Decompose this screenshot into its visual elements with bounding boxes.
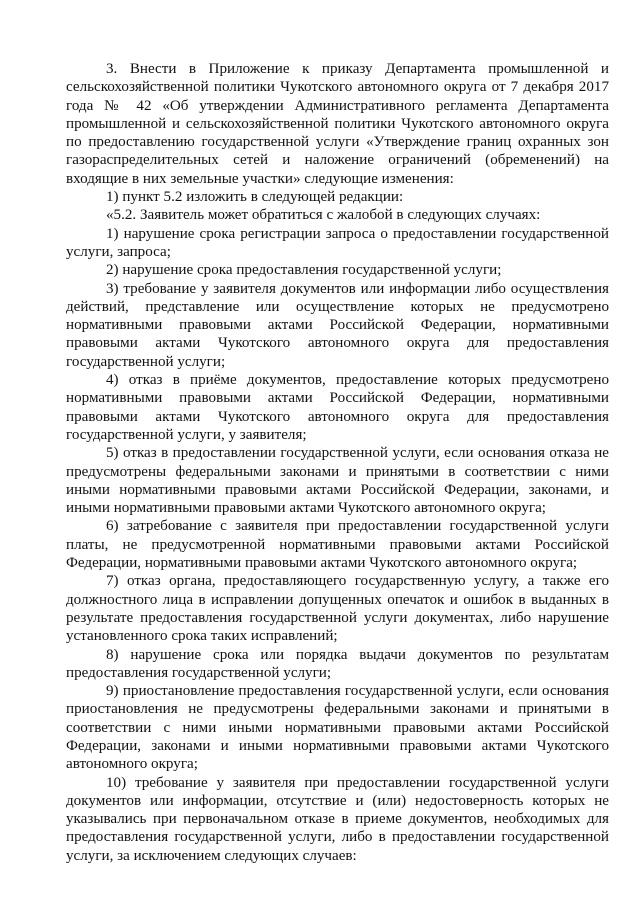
list-item-7: 7) отказ органа, предоставляющего государственную услугу, а также его должностного лица в исправлении допущенных опечаток и ошибок в выданных в результате предоставления государственной услуги документах, либо нарушение установленного срока таких исправлений; (66, 573, 609, 645)
paragraph-item-3-amendment: 3. Внести в Приложение к приказу Департамента промышленной и сельскохозяйственной политики Чукотского автономного округа от 7 декабря 2017 года № 42 «Об утверждении Административного регламента Департамента промышленной и сельскохозяйственной политики Чукотского автономного округа по предоставлению государственной услуги «Утверждение границ охранных зон газораспределительных сетей и наложение ограничений (обременений) на входящие в них земельные участки» следующие изменения: (66, 61, 609, 187)
list-item-6: 6) затребование с заявителя при предоставлении государственной услуги платы, не предусмотренной нормативными правовыми актами Российской Федерации, нормативными правовыми актами Чукотского автономного округа; (66, 518, 609, 572)
list-item-8: 8) нарушение срока или порядка выдачи документов по результатам предоставления государственной услуги; (66, 646, 609, 681)
list-item-2: 2) нарушение срока предоставления государственной услуги; (106, 262, 502, 279)
paragraph-clause-5-2: «5.2. Заявитель может обратиться с жалобой в следующих случаях: (106, 207, 541, 224)
paragraph-subitem-1: 1) пункт 5.2 изложить в следующей редакции: (106, 189, 404, 206)
list-item-1: 1) нарушение срока регистрации запроса о предоставлении государственной услуги, запроса; (66, 225, 609, 260)
list-item-5: 5) отказ в предоставлении государственной услуги, если основания отказа не предусмотрены федеральными законами и принятыми в соответствии с ними иными нормативными правовыми актами Российской Федерации, законами, и иными нормативными правовыми актами Чукотского автономного округа; (66, 445, 609, 517)
document-page (66, 60, 609, 865)
list-item-4: 4) отказ в приёме документов, предоставление которых предусмотрено нормативными правовыми актами Российской Федерации, нормативными правовыми актами Чукотского автономного округа для предоставления государственной услуги, у заявителя; (66, 372, 609, 443)
list-item-9: 9) приостановление предоставления государственной услуги, если основания приостановления не предусмотрены федеральными законами и принятыми в соответствии с ними иными нормативными правовыми актами Российской Федерации, законами и иными нормативными правовыми актами Чукотского автономного округа; (66, 683, 609, 773)
list-item-10: 10) требование у заявителя при предоставлении государственной услуги документов или информации, отсутствие и (или) недостоверность которых не указывались при первоначальном отказе в приеме документов, необходимых для предоставления государственной услуги, либо в предоставлении государственной услуги, за исключением следующих случаев: (66, 774, 609, 864)
list-item-3: 3) требование у заявителя документов или информации либо осуществления действий, представление или осуществление которых не предусмотрено нормативными правовыми актами Российской Федерации, нормативными правовыми актами Чукотского автономного округа для предоставления государственной услуги; (66, 280, 609, 370)
